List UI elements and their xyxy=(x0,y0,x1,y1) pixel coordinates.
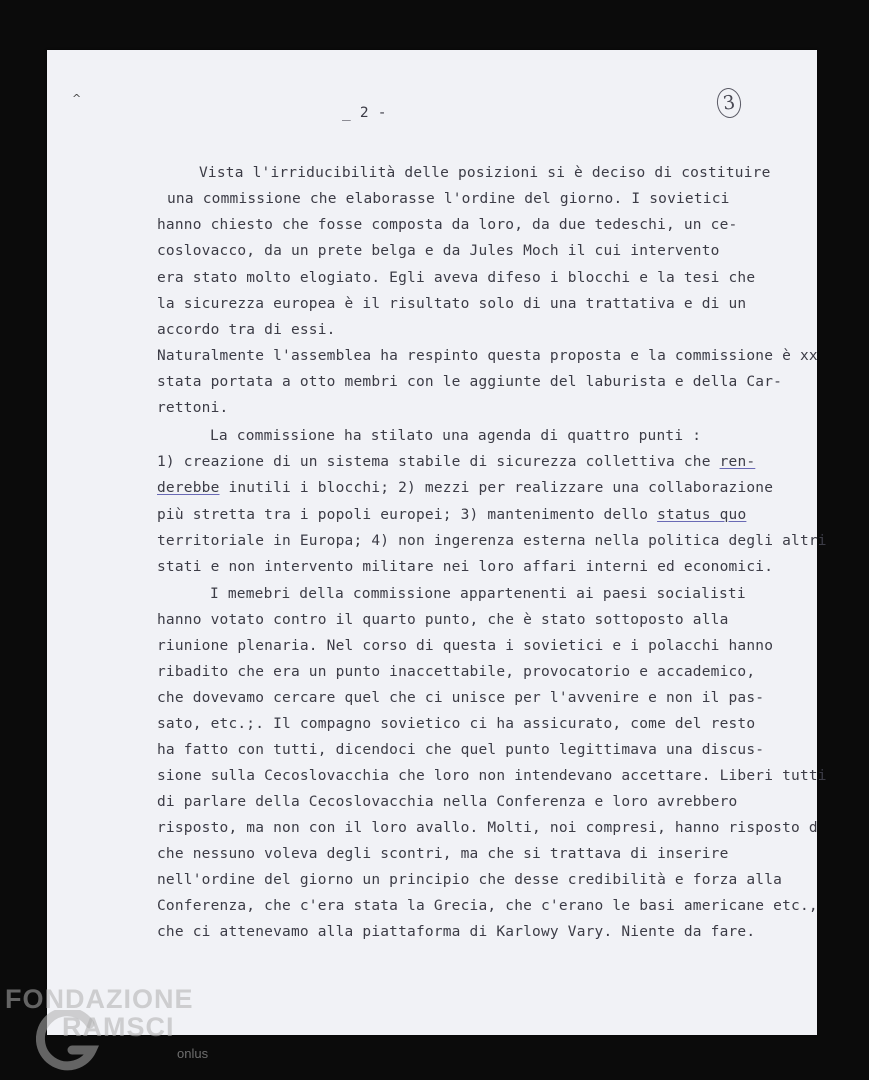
text-line: era stato molto elogiato. Egli aveva difeso i blocchi e la tesi che xyxy=(157,270,756,286)
watermark-line-2: RAMSCI xyxy=(62,1012,175,1042)
document-page xyxy=(47,50,827,1035)
text-line: risposto, ma non con il loro avallo. Molti, noi compresi, hanno risposto d xyxy=(157,820,818,836)
text-line: sato, etc.;. Il compagno sovietico ci ha assicurato, come del resto xyxy=(157,716,756,732)
text-line: più stretta tra i popoli europei; 3) mantenimento dello status quo xyxy=(157,507,747,523)
pen-mark: ^ xyxy=(72,92,82,105)
text-line: Vista l'irriducibilità delle posizioni si è deciso di costituire xyxy=(199,165,771,181)
underlined-text: status quo xyxy=(657,507,747,523)
text-line: che ci attenevamo alla piattaforma di Karlowy Vary. Niente da fare. xyxy=(157,924,756,940)
text-line: derebbe inutili i blocchi; 2) mezzi per realizzare una collaborazione xyxy=(157,480,774,496)
watermark-suffix: onlus xyxy=(177,1046,209,1061)
text-line: nell'ordine del giorno un principio che desse credibilità e forza alla xyxy=(157,872,783,888)
underlined-text: ren- xyxy=(719,454,756,470)
gramsci-g-logo-icon xyxy=(36,1010,100,1074)
text-line: I memebri della commissione appartenenti ai paesi socialisti xyxy=(210,586,746,602)
watermark-line-1: FONDAZIONE xyxy=(5,984,194,1014)
text-line: ribadito che era un punto inaccettabile, provocatorio e accademico, xyxy=(157,664,756,680)
text-line: che nessuno voleva degli scontri, ma che si trattava di inserire xyxy=(157,846,729,862)
text-line: di parlare della Cecoslovacchia nella Conferenza e loro avrebbero xyxy=(157,794,738,810)
text-line: accordo tra di essi. xyxy=(157,322,336,338)
page-number: _ 2 - xyxy=(342,105,387,121)
text-line: che dovevamo cercare quel che ci unisce per l'avvenire e non il pas- xyxy=(157,690,765,706)
text-line: 1) creazione di un sistema stabile di sicurezza collettiva che ren- xyxy=(157,454,756,470)
text-line: sione sulla Cecoslovacchia che loro non intendevano accettare. Liberi tutti xyxy=(157,768,827,784)
text-line: riunione plenaria. Nel corso di questa i sovietici e i polacchi hanno xyxy=(157,638,774,654)
text-line: coslovacco, da un prete belga e da Jules Moch il cui intervento xyxy=(157,243,720,259)
text-line: la sicurezza europea è il risultato solo di una trattativa e di un xyxy=(157,296,747,312)
text-line: La commissione ha stilato una agenda di quattro punti : xyxy=(210,428,702,444)
handwritten-page-number: 3 xyxy=(715,86,743,119)
text-line: stata portata a otto membri con le aggiunte del laburista e della Car- xyxy=(157,374,783,390)
text-line: hanno votato contro il quarto punto, che è stato sottoposto alla xyxy=(157,612,729,628)
text-line: rettoni. xyxy=(157,400,229,416)
text-line: stati e non intervento militare nei loro affari interni ed economici. xyxy=(157,559,774,575)
text-line: Naturalmente l'assemblea ha respinto questa proposta e la commissione è xx xyxy=(157,348,818,364)
text-line: ha fatto con tutti, dicendoci che quel punto legittimava una discus- xyxy=(157,742,765,758)
text-line: una commissione che elaborasse l'ordine del giorno. I sovietici xyxy=(167,191,730,207)
text-line: Conferenza, che c'era stata la Grecia, che c'erano le basi americane etc., xyxy=(157,898,818,914)
underlined-text: derebbe xyxy=(157,480,220,496)
text-line: territoriale in Europa; 4) non ingerenza esterna nella politica degli altri xyxy=(157,533,827,549)
text-line: hanno chiesto che fosse composta da loro, da due tedeschi, un ce- xyxy=(157,217,738,233)
